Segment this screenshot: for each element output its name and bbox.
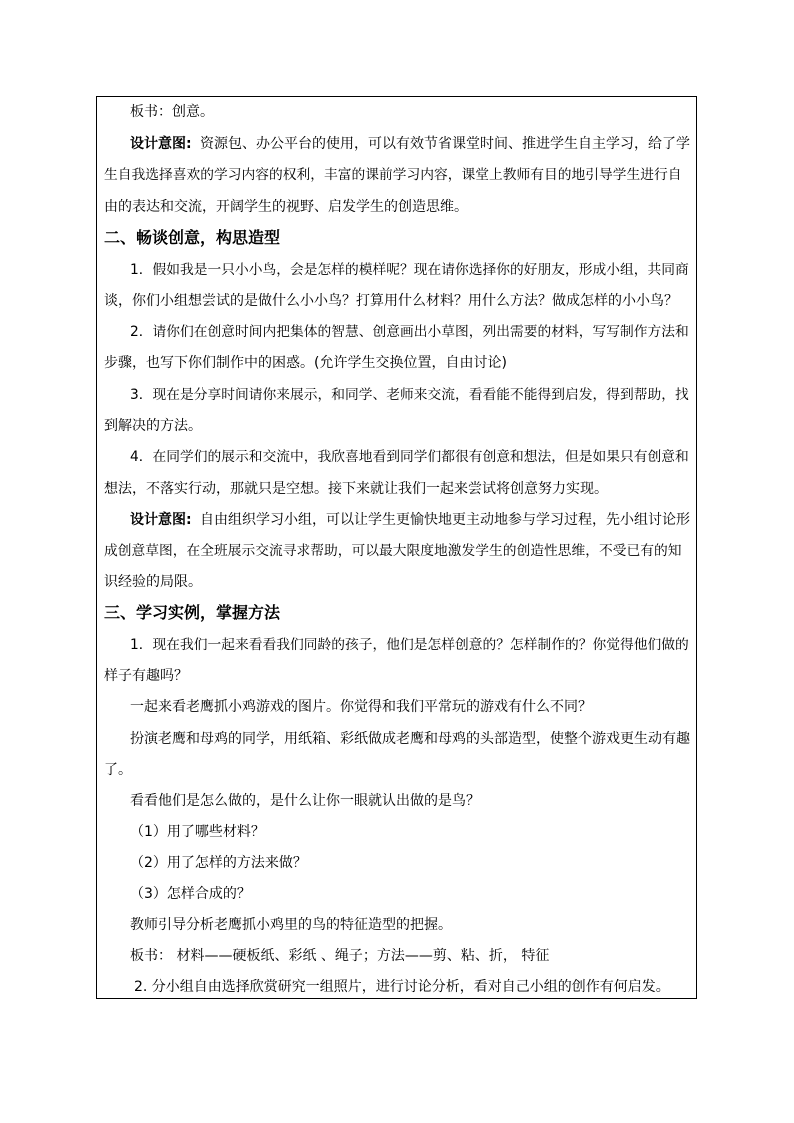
text-line: 资源包、办公平台的使用，可以有效节省课堂时间、推进学生自主学习，给了学	[200, 136, 690, 152]
design-intent-label: 设计意图:	[130, 512, 192, 528]
text-line: 2. 分小组自由选择欣赏研究一组照片，进行讨论分析，看对自己小组的创作有何启发。	[134, 979, 670, 995]
text-line: 成创意草图，在全班展示交流寻求帮助，可以最大限度地激发学生的创造性思维，不受已有的知	[104, 543, 682, 559]
question-item: （1）用了哪些材料？	[130, 824, 265, 840]
text-line: 扮演老鹰和母鸡的同学，用纸箱、彩纸做成老鹰和母鸡的头部造型，使整个游戏更生动有趣	[130, 731, 690, 747]
text-line: 样子有趣吗？	[104, 668, 188, 684]
text-line: 到解决的方法。	[104, 418, 202, 434]
text-line: 谈，你们小组想尝试的是做什么小小鸟？打算用什么材料？用什么方法？做成怎样的小小鸟？	[104, 293, 678, 309]
text-line: 由的表达和交流，开阔学生的视野、启发学生的创造思维。	[104, 199, 468, 215]
text-line: 1．假如我是一只小小鸟，会是怎样的模样呢？现在请你选择你的好朋友，形成小组，共同商	[130, 262, 689, 278]
text-line: 想法，不落实行动，那就只是空想。接下来就让我们一起来尝试将创意努力实现。	[104, 481, 608, 497]
board-note-line: 板书： 材料——硬板纸、彩纸 、绳子；方法——剪、粘、折， 特征	[130, 948, 550, 964]
board-note-line: 板书：创意。	[130, 104, 214, 120]
text-line: 教师引导分析老鹰抓小鸡里的鸟的特征造型的把握。	[130, 917, 452, 933]
text-line: 一起来看老鹰抓小鸡游戏的图片。你觉得和我们平常玩的游戏有什么不同？	[130, 699, 592, 715]
question-item: （3）怎样合成的？	[130, 886, 251, 902]
text-line: 看看他们是怎么做的，是什么让你一眼就认出做的是鸟？	[130, 793, 480, 809]
text-line: 了。	[104, 762, 132, 778]
section-heading: 三、学习实例，掌握方法	[104, 603, 281, 622]
section-heading: 二、畅谈创意，构思造型	[104, 228, 281, 247]
text-line: 识经验的局限。	[104, 574, 202, 590]
text-line: 生自我选择喜欢的学习内容的权利，丰富的课前学习内容，课堂上教师有目的地引导学生进行自	[104, 167, 682, 183]
text-line: 步骤，也写下你们制作中的困惑。(允许学生交换位置，自由讨论)	[104, 355, 507, 371]
design-intent-label: 设计意图:	[130, 136, 192, 152]
text-line: 自由组织学习小组，可以让学生更愉快地更主动地参与学习过程，先小组讨论形	[200, 512, 690, 528]
text-line: 3．现在是分享时间请你来展示，和同学、老师来交流，看看能不能得到启发，得到帮助，找	[130, 387, 689, 403]
question-item: （2）用了怎样的方法来做？	[130, 855, 307, 871]
text-line: 2．请你们在创意时间内把集体的智慧、创意画出小草图，列出需要的材料，写写制作方法和	[130, 324, 689, 340]
text-line: 1．现在我们一起来看看我们同龄的孩子，他们是怎样创意的？怎样制作的？你觉得他们做的	[130, 637, 689, 653]
text-line: 4．在同学们的展示和交流中，我欣喜地看到同学们都很有创意和想法，但是如果只有创意和	[130, 449, 689, 465]
